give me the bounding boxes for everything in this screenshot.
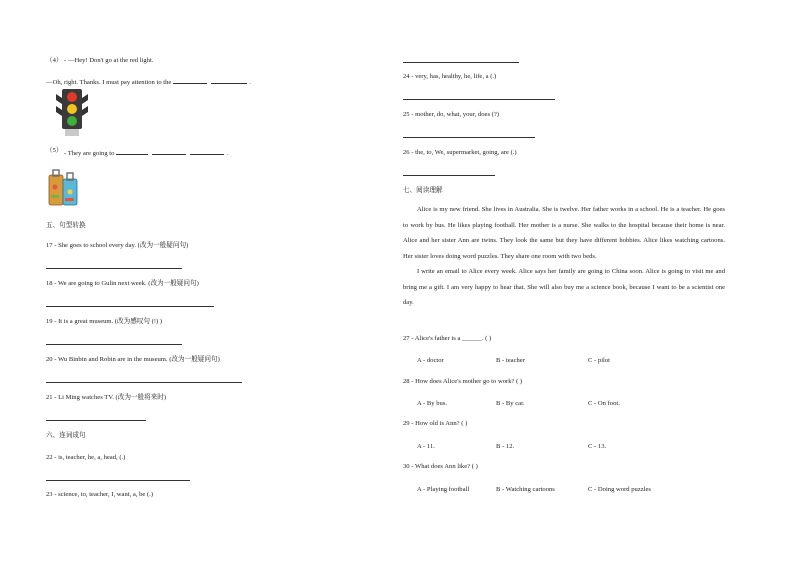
q26-prompt: 26 - the, to, We, supermarket, going, are (.) (403, 149, 517, 156)
q28-option-a[interactable]: A - By bus. (417, 400, 448, 407)
reading-passage (403, 202, 725, 311)
section-7-heading: 七、阅读理解 (403, 186, 443, 194)
q4-answer-blank-1[interactable] (173, 77, 207, 84)
traffic-light-icon (54, 88, 90, 136)
q18-answer-line[interactable] (46, 306, 214, 307)
q4-line1: - —Hey! Don't go at the red light. (64, 57, 154, 64)
q5-answer-blank-2[interactable] (152, 148, 186, 155)
q23-answer-line[interactable] (403, 62, 519, 63)
q19-prompt: 19 - It is a great museum. (改为感叹句 (!) ) (46, 318, 163, 325)
q26-answer-line[interactable] (403, 175, 495, 176)
q29-stem: 29 - How old is Ann? ( ) (403, 420, 468, 427)
q24-answer-line[interactable] (403, 99, 555, 100)
q21-answer-line[interactable] (46, 420, 146, 421)
q29-option-b[interactable]: B - 12. (496, 443, 515, 450)
q4-line2: —Oh, right. Thanks. I must pay attention to the . (46, 79, 251, 86)
q5-line: - They are going to . (64, 150, 229, 157)
q24-prompt: 24 - very, has, healthy, he, life, a (.) (403, 73, 497, 80)
section-6-heading: 六、连词成句 (46, 431, 86, 439)
q29-option-c[interactable]: C - 13. (588, 443, 607, 450)
q30-option-c[interactable]: C - Doing word puzzles (588, 486, 651, 493)
q4-label: （4） (46, 57, 63, 64)
q4-line2-text: —Oh, right. Thanks. I must pay attention to the (46, 79, 172, 86)
q30-option-b[interactable]: B - Watching cartoons (496, 486, 555, 493)
q27-option-c[interactable]: C - pilot (588, 357, 610, 364)
q28-option-b[interactable]: B - By car. (496, 400, 525, 407)
q19-answer-line[interactable] (46, 344, 182, 345)
q27-option-a[interactable]: A - doctor (417, 357, 444, 364)
q30-option-a[interactable]: A - Playing football (417, 486, 470, 493)
q30-stem: 30 - What does Ann like? ( ) (403, 463, 478, 470)
q5-answer-blank-3[interactable] (190, 148, 224, 155)
q20-prompt: 20 - Wu Binbin and Robin are in the museum. (改为一般疑问句) (46, 356, 220, 363)
q5-answer-blank-1[interactable] (116, 148, 148, 155)
q27-option-b[interactable]: B - teacher (496, 357, 525, 364)
q20-answer-line[interactable] (46, 382, 242, 383)
q25-prompt: 25 - mother, do, what, your, does (?) (403, 111, 499, 118)
q23-prompt: 23 - science, to, teacher, I, want, a, be (.) (46, 491, 154, 498)
q17-prompt: 17 - She goes to school every day. (改为一般疑问句) (46, 242, 189, 249)
q28-stem: 28 - How does Alice's mother go to work? ( ) (403, 378, 523, 385)
q29-option-a[interactable]: A - 11. (417, 443, 435, 450)
q25-answer-line[interactable] (403, 137, 535, 138)
q22-answer-line[interactable] (46, 480, 190, 481)
q4-answer-blank-2[interactable] (211, 77, 247, 84)
q5-label: （5） (46, 147, 63, 154)
reading-passage-paragraph-2: I write an email to Alice every week. Alice says her family are going to China soon. Alice is going to visit me and bring me a gift. I am very happy to hear that. She will also buy me a science book, because I want to be a scientist one day. (403, 268, 725, 306)
suitcase-icon (47, 167, 79, 207)
section-5-heading: 五、句型转换 (46, 221, 86, 229)
q21-prompt: 21 - Li Ming watches TV. (改为一般将来时) (46, 394, 167, 401)
q28-option-c[interactable]: C - On foot. (588, 400, 620, 407)
q5-text: - They are going to (64, 150, 115, 157)
q18-prompt: 18 - We are going to Gulin next week. (改为一般疑问句) (46, 280, 199, 287)
q22-prompt: 22 - is, teacher, he, a, head, (.) (46, 454, 126, 461)
q17-answer-line[interactable] (46, 268, 182, 269)
q27-stem: 27 - Alice's father is a ______. ( ) (403, 335, 492, 342)
reading-passage-paragraph-1: Alice is my new friend. She lives in Australia. She is twelve. Her father works in a school. He is a teacher. He goes to work by bus. He likes playing football. Her mother is a nurse. She walks to the hospital because their home is near. Alice and her sister Ann are twins. They look the same but they have different hobbies. Alice likes watching cartoons. Her sister loves doing word puzzles. They share one room with two beds. (403, 206, 725, 260)
